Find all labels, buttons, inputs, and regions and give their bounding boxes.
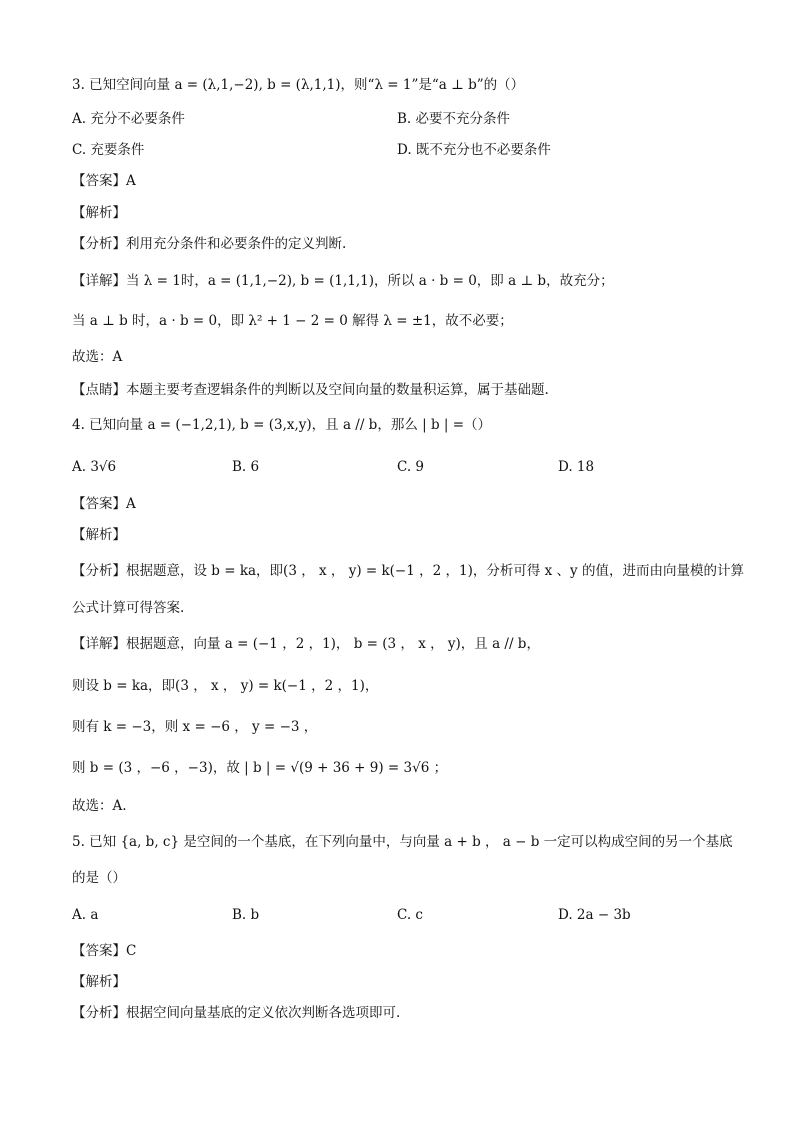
q5-option-a: A. a [72, 907, 99, 923]
q5-option-d: D. 2a − 3b [558, 907, 631, 923]
q4-xiangjie-3: 则有 k = −3，则 x = −6 ， y = −3 ， [72, 719, 318, 735]
q3-stem: 3. 已知空间向量 a = (λ,1,−2), b = (λ,1,1)，则“λ = 1”是“a ⊥ b”的（） [72, 77, 525, 93]
q4-option-d: D. 18 [558, 459, 595, 475]
q3-option-c: C. 充要条件 [72, 142, 145, 158]
q4-fenxi-1: 【分析】根据题意，设 b = ka，即(3 ， x ， y) = k(−1 ，2 ，1)，分析可得 x 、y 的值，进而由向量模的计算 [72, 563, 744, 579]
q5-option-b: B. b [232, 907, 260, 923]
q4-choose: 故选：A. [72, 798, 127, 814]
q4-option-a: A. 3√6 [72, 459, 117, 475]
q4-xiangjie-2: 则设 b = ka，即(3 ， x ， y) = k(−1 ，2 ，1)， [72, 678, 379, 694]
q3-xiangjie-1: 【详解】当 λ = 1时，a = (1,1,−2), b = (1,1,1)，所以 a · b = 0，即 a ⊥ b，故充分； [72, 273, 614, 289]
q5-stem-2: 的是（） [72, 870, 126, 886]
q3-dianjing: 【点睛】本题主要考查逻辑条件的判断以及空间向量的数量积运算，属于基础题. [72, 382, 549, 398]
q4-xiangjie-4: 则 b = (3 ，−6 ，−3)，故 | b | = √(9 + 36 + 9) = 3√6 ； [72, 760, 448, 776]
q4-option-c: C. 9 [397, 459, 425, 475]
q5-stem-1: 5. 已知 {a, b, c} 是空间的一个基底，在下列向量中，与向量 a + b ， a − b 一定可以构成空间的另一个基底 [72, 834, 733, 850]
q5-answer: 【答案】C [72, 943, 137, 959]
q4-stem: 4. 已知向量 a = (−1,2,1), b = (3,x,y)，且 a // b，那么 | b | =（） [72, 417, 492, 433]
q3-option-d: D. 既不充分也不必要条件 [397, 142, 551, 158]
q3-choose: 故选：A [72, 349, 123, 365]
q3-fenxi: 【分析】利用充分条件和必要条件的定义判断. [72, 236, 347, 252]
q4-option-b: B. 6 [232, 459, 260, 475]
q5-option-c: C. c [397, 907, 423, 923]
q4-xiangjie-1: 【详解】根据题意，向量 a = (−1 ，2 ，1)， b = (3 ， x ， y)，且 a // b， [72, 636, 540, 652]
q4-fenxi-2: 公式计算可得答案. [72, 600, 185, 616]
q3-xiangjie-2: 当 a ⊥ b 时，a · b = 0，即 λ² + 1 − 2 = 0 解得 λ = ±1，故不必要； [72, 313, 513, 329]
q3-option-a: A. 充分不必要条件 [72, 111, 185, 127]
q3-option-b: B. 必要不充分条件 [397, 111, 511, 127]
q5-fenxi: 【分析】根据空间向量基底的定义依次判断各选项即可. [72, 1005, 401, 1021]
q5-analysis-label: 【解析】 [72, 974, 126, 990]
q3-answer: 【答案】A [72, 173, 136, 189]
q4-answer: 【答案】A [72, 496, 136, 512]
q4-analysis-label: 【解析】 [72, 527, 126, 543]
q3-analysis-label: 【解析】 [72, 205, 126, 221]
